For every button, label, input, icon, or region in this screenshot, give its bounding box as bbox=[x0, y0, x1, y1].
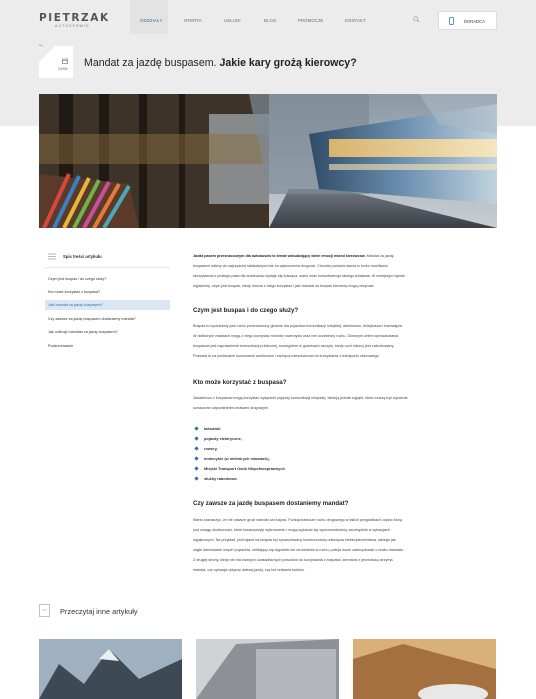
toc-item[interactable]: Jak uniknąć mandatu za jazdę buspasem? bbox=[48, 330, 118, 334]
advisor-button-label: DORADCA bbox=[464, 19, 485, 24]
nav-item-blog[interactable]: BLOG bbox=[264, 18, 277, 23]
bullet-icon bbox=[194, 477, 198, 481]
nav-item-uslugi[interactable]: USŁUGI bbox=[224, 18, 241, 23]
bullet-icon bbox=[194, 427, 198, 431]
toc-item[interactable]: Czym jest buspas i do czego służy? bbox=[48, 277, 107, 281]
related-title: Przeczytaj inne artykuły bbox=[60, 607, 138, 616]
intro-line bbox=[193, 251, 503, 261]
paragraph-line: Buspas to wydzielony pas ruchu przeznaczony głównie dla pojazdów komunikacji miejskiej: autobusów, trolejbusów i tramwajów. bbox=[193, 324, 403, 328]
intro-line: buspasem należy do najczęściej nakładanych kar za wykroczenia drogowe. Chociaż podczas stania w korku możliwość bbox=[193, 264, 388, 268]
paragraph-line: Zasadniczo z buspasów mogą korzystać wyłącznie pojazdy komunikacji miejskiej. Istnieją jednak wyjątki, które muszą być wyraźnie bbox=[193, 396, 408, 400]
toc-item[interactable]: Kto może korzystać z buspasa? bbox=[48, 290, 101, 294]
bullet-icon bbox=[194, 457, 198, 461]
list-item-text: motocykle (w niektórych miastach), bbox=[204, 456, 270, 461]
phone-icon bbox=[449, 17, 454, 25]
toc-item-active[interactable]: Jaki mandat za jazdę buspasem? bbox=[45, 300, 170, 310]
paragraph-line: oznaczone odpowiednimi znakami drogowymi: bbox=[193, 406, 270, 410]
toc-title: Spis treści artykułu bbox=[63, 254, 102, 259]
bullet-icon bbox=[194, 467, 198, 471]
heading-always: Czy zawsze za jazdę buspasem dostaniemy mandat? bbox=[193, 500, 349, 507]
paragraph-line: mandat, czy sytuacja dotyczy dalszej jazdy, czy też unikania korków. bbox=[193, 568, 305, 572]
paragraph-line: Warto zaznaczyć, że nie zawsze grozi mandat za buspas. Funkcjonariusze ruchu drogowego w takich przypadkach często biorą bbox=[193, 518, 402, 522]
list-item bbox=[195, 456, 270, 461]
logo-main: PIETRZAK bbox=[39, 12, 110, 24]
nav-item-kontakt[interactable]: KONTAKT bbox=[345, 18, 366, 23]
paragraph-line: W niektórych miastach mogą z niego korzystać również rowerzyści oraz inni uczestnicy ruchu. Głównym celem wprowadzania bbox=[193, 334, 399, 338]
nav-item-oferta[interactable]: OFERTA bbox=[184, 18, 202, 23]
paragraph-line: Z drugiej strony, kiedy nie ma żadnych uzasadnionych powodów do korzystania z buspasa, kierowca z pewnością otrzyma bbox=[193, 558, 393, 562]
list-item-text: pojazdy elektryczne, bbox=[204, 436, 242, 441]
toc-divider bbox=[45, 267, 170, 268]
calendar-icon bbox=[62, 58, 68, 64]
list-item bbox=[195, 426, 220, 431]
logo-sub: AUTOSERWIS bbox=[55, 24, 90, 28]
intro-rest: Mandat za jazdę bbox=[365, 254, 394, 258]
title-regular: Mandat za jazdę buspasem. bbox=[84, 57, 217, 69]
paragraph-line: nagłe hamowanie innych pojazdów, zbliżający się wypadek lub utrudnienia w ruchu, policja może zadecydować o braku mandatu. bbox=[193, 548, 405, 552]
list-item-text: taksówki bbox=[204, 426, 221, 431]
list-item-text: Miejski Transport Osób Niepełnosprawnych bbox=[204, 466, 285, 471]
nav-item-oddzialy[interactable]: ODDZIAŁY bbox=[140, 18, 163, 23]
heading-what: Czym jest buspas i do czego służy? bbox=[193, 307, 299, 314]
list-item bbox=[195, 466, 285, 471]
hero-image bbox=[39, 94, 497, 228]
bullet-icon bbox=[194, 437, 198, 441]
related-card-image[interactable] bbox=[39, 639, 182, 699]
date-badge bbox=[39, 46, 73, 78]
post-date: 24/08 bbox=[58, 67, 68, 71]
list-icon bbox=[48, 253, 56, 260]
paragraph-line: buspasów jest usprawnienie komunikacji publicznej, szczególnie w godzinach szczytu, kiedy ruch uliczny jest zakorkowany. bbox=[193, 344, 395, 348]
nav-item-promocje[interactable]: PROMOCJE bbox=[298, 18, 324, 23]
related-card-image[interactable] bbox=[196, 639, 339, 699]
date-badge-corner bbox=[39, 46, 55, 62]
document-icon bbox=[39, 604, 50, 617]
site-header bbox=[0, 0, 536, 42]
paragraph-line: Pozwala to na punktualne kursowanie autobusów i zachęca mieszkańców do korzystania z transportu zbiorowego. bbox=[193, 354, 380, 358]
toc-item[interactable]: Czy zawsze za jazdę buspasem dostaniemy mandat? bbox=[48, 317, 136, 321]
list-item-text: rowery, bbox=[204, 446, 218, 451]
search-icon[interactable] bbox=[413, 16, 420, 23]
paragraph-line: wyjątkowych. Na przykład, jeśli wjazd na buspas był spowodowany koniecznością uniknięcia niebezpieczeństwa, takiego jak bbox=[193, 538, 396, 542]
intro-line: skorzystania z pustego pasa dla autobusów wydaje się kusząca, warto znać konsekwencje takiego działania. W niniejszym wpisie bbox=[193, 274, 405, 278]
list-item-text: służby ratunkowe. bbox=[204, 476, 238, 481]
advisor-button[interactable] bbox=[438, 11, 497, 30]
page-title bbox=[84, 57, 357, 69]
title-bold: Jakie kary grożą kierowcy? bbox=[219, 57, 357, 69]
list-item bbox=[195, 436, 242, 441]
intro-line: wyjaśnimy, czym jest buspas, kiedy można z niego korzystać i jaki mandat za buspas kierowcy mogą otrzymać. bbox=[193, 284, 375, 288]
intro-bold: Jazda pasem przeznaczonym dla autobusów to temat wzbudzający wiele emocji wśród kierowców. bbox=[193, 254, 366, 258]
list-item bbox=[195, 476, 238, 481]
bullet-icon bbox=[194, 447, 198, 451]
paragraph-line: pod uwagę okoliczności, które towarzyszyły wykroczeniu i mogą wykazać się wyrozumiałością, szczególnie w sytuacjach bbox=[193, 528, 390, 532]
list-item bbox=[195, 446, 218, 451]
toc-item[interactable]: Podsumowanie bbox=[48, 344, 74, 348]
heading-who: Kto może korzystać z buspasa? bbox=[193, 379, 287, 386]
related-card-image[interactable] bbox=[353, 639, 496, 699]
